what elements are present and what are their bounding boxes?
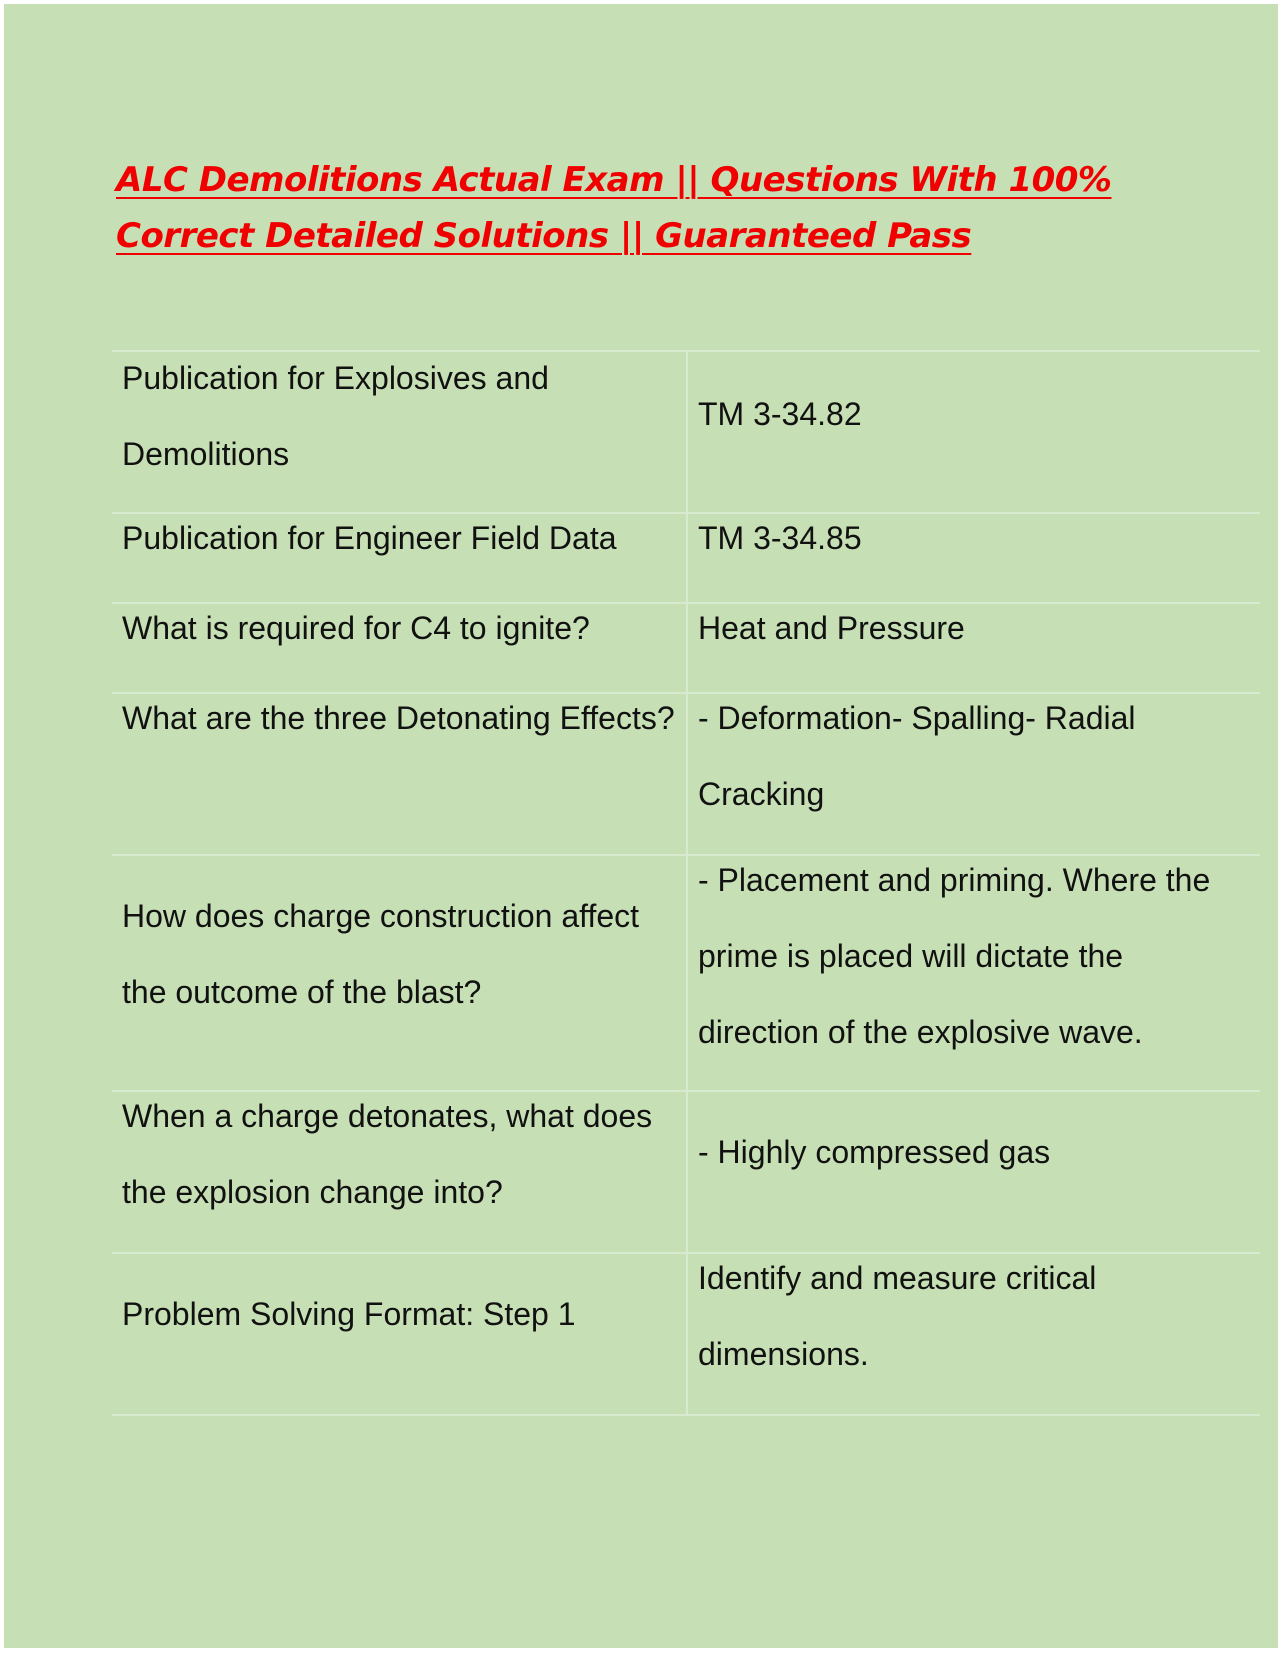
table-row (112, 855, 1260, 1091)
title-line-1: ALC Demolitions Actual Exam || Questions With 100% (116, 160, 1112, 200)
question-cell: How does charge construction affect the outcome of the blast? (112, 855, 687, 1091)
question-cell: Publication for Explosives and Demolitions (112, 351, 687, 513)
title-line-2: Correct Detailed Solutions || Guaranteed Pass (116, 216, 972, 256)
question-cell: Problem Solving Format: Step 1 (112, 1253, 687, 1415)
qa-table (112, 350, 1260, 1416)
question-cell: When a charge detonates, what does the explosion change into? (112, 1091, 687, 1253)
answer-cell: - Highly compressed gas (687, 1091, 1260, 1253)
answer-cell: TM 3-34.85 (687, 513, 1260, 603)
answer-cell: - Placement and priming. Where the prime is placed will dictate the direction of the explosive wave. (687, 855, 1260, 1091)
table-row (112, 693, 1260, 855)
table-row (112, 1253, 1260, 1415)
answer-cell: - Deformation- Spalling- Radial Cracking (687, 693, 1260, 855)
question-cell: Publication for Engineer Field Data (112, 513, 687, 603)
question-cell: What are the three Detonating Effects? (112, 693, 687, 855)
document-title (116, 152, 1116, 264)
table-row (112, 351, 1260, 513)
answer-cell: Heat and Pressure (687, 603, 1260, 693)
question-cell: What is required for C4 to ignite? (112, 603, 687, 693)
answer-cell: Identify and measure critical dimensions. (687, 1253, 1260, 1415)
table-row (112, 1091, 1260, 1253)
answer-cell: TM 3-34.82 (687, 351, 1260, 513)
